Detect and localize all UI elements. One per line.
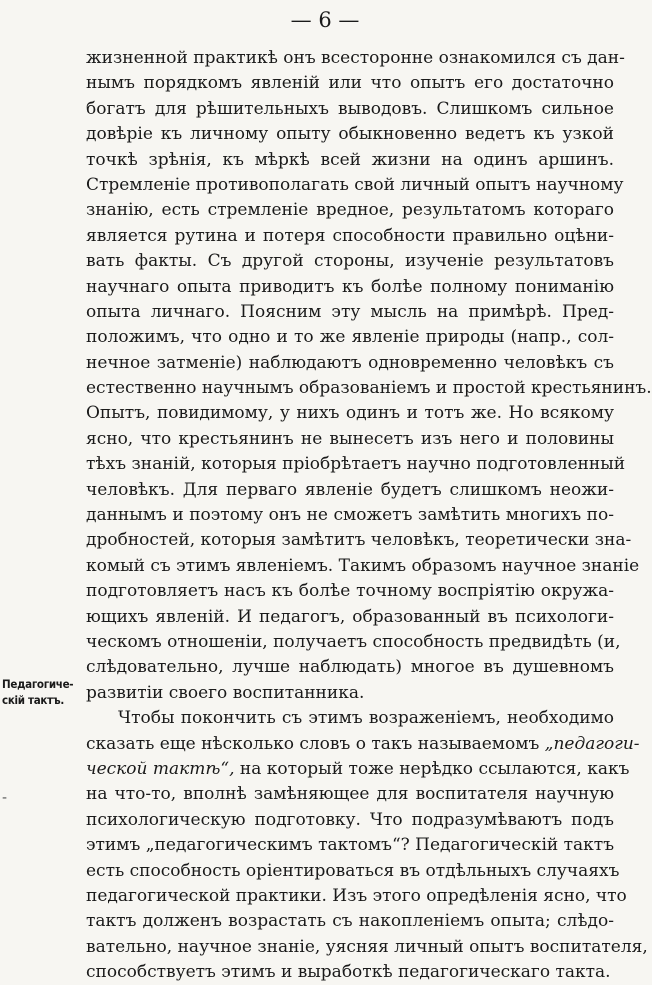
text-line: ческомъ отношеніи, получаетъ способность предвидѣть (и,: [86, 631, 621, 652]
text-line: человѣкъ. Для перваго явленіе будетъ слишкомъ неожи-: [86, 479, 614, 500]
text-line: психологическую подготовку. Что подразумѣваютъ подъ: [86, 809, 614, 830]
text-line: [86, 732, 640, 757]
text-segment: сказать еще нѣсколько словъ о такъ называемомъ: [86, 733, 545, 754]
text-line: ясно, что крестьянинъ не вынесетъ изъ него и половины: [86, 428, 614, 449]
text-line: даннымъ и поэтому онъ не сможетъ замѣтить многихъ по-: [86, 505, 614, 526]
text-line: Чтобы покончить съ этимъ возраженіемъ, необходимо: [118, 708, 614, 729]
text-line: научнаго опыта приводитъ къ болѣе полному пониманію: [86, 276, 614, 297]
text-line: [86, 757, 630, 782]
margin-note-line: скій тактъ.: [2, 693, 64, 707]
text-line: тактъ долженъ возрастать съ накопленіемъ опыта; слѣдо-: [86, 911, 614, 932]
text-line: подготовляетъ насъ къ болѣе точному воспріятію окружа-: [86, 581, 614, 602]
margin-note-line: Педагогиче-: [2, 677, 74, 691]
body-text: [86, 46, 652, 985]
text-line: нымъ порядкомъ явленій или что опытъ его достаточно: [86, 73, 614, 94]
text-line: ющихъ явленій. И педагогъ, образованный въ психологи-: [86, 606, 614, 627]
italic-term: „педагоги-: [544, 733, 640, 754]
text-line: тѣхъ знаній, которыя пріобрѣтаетъ научно подготовленный: [86, 454, 626, 475]
italic-term: ческой тактѣ“,: [86, 758, 235, 779]
page-number: — 6 —: [290, 8, 360, 32]
text-line: точкѣ зрѣнія, къ мѣркѣ всей жизни на одинъ аршинъ.: [86, 149, 614, 170]
text-line: комый съ этимъ явленіемъ. Такимъ образомъ научное знаніе: [86, 555, 640, 576]
text-line: вать факты. Съ другой стороны, изученіе результатовъ: [86, 251, 614, 272]
text-line: этимъ „педагогическимъ тактомъ“? Педагогическій тактъ: [86, 835, 615, 856]
text-line: педагогической практики. Изъ этого опредѣленія ясно, что: [86, 885, 627, 906]
text-line: богатъ для рѣшительныхъ выводовъ. Слишкомъ сильное: [86, 98, 614, 119]
text-line: знанію, есть стремленіе вредное, результатомъ котораго: [86, 200, 614, 221]
text-line: способствуетъ этимъ и выработкѣ педагогическаго такта.: [86, 962, 611, 983]
text-segment: на который тоже нерѣдко ссылаются, какъ: [234, 758, 630, 779]
text-line: опыта личнаго. Поясним эту мысль на примѣрѣ. Пред-: [86, 301, 614, 322]
text-line: нечное затменіе) наблюдаютъ одновременно человѣкъ съ: [86, 352, 614, 373]
text-line: жизненной практикѣ онъ всесторонне ознакомился съ дан-: [86, 48, 625, 68]
text-line: является рутина и потеря способности правильно оцѣни-: [86, 225, 614, 246]
text-line: дробностей, которыя замѣтитъ человѣкъ, теоретически зна-: [86, 530, 632, 551]
text-line: слѣдовательно, лучше наблюдать) многое въ душевномъ: [86, 657, 614, 678]
text-line: естественно научнымъ образованіемъ и простой крестьянинъ.: [86, 378, 652, 399]
margin-note: [2, 676, 82, 708]
margin-mark: -: [2, 790, 8, 806]
text-line: есть способность оріентироваться въ отдѣльныхъ случаяхъ: [86, 860, 620, 881]
text-line: Стремленіе противополагать свой личный опытъ научному: [86, 174, 624, 195]
text-line: довѣріе къ личному опыту обыкновенно ведетъ къ узкой: [86, 124, 614, 145]
text-line: Опытъ, повидимому, у нихъ одинъ и тотъ же. Но всякому: [86, 403, 614, 424]
text-line: положимъ, что одно и то же явленіе природы (напр., сол-: [86, 327, 614, 348]
text-line: вательно, научное знаніе, уясняя личный опытъ воспитателя,: [86, 936, 648, 957]
text-line: на что-то, вполнѣ замѣняющее для воспитателя научную: [86, 784, 614, 805]
text-line: развитіи своего воспитанника.: [86, 682, 365, 703]
